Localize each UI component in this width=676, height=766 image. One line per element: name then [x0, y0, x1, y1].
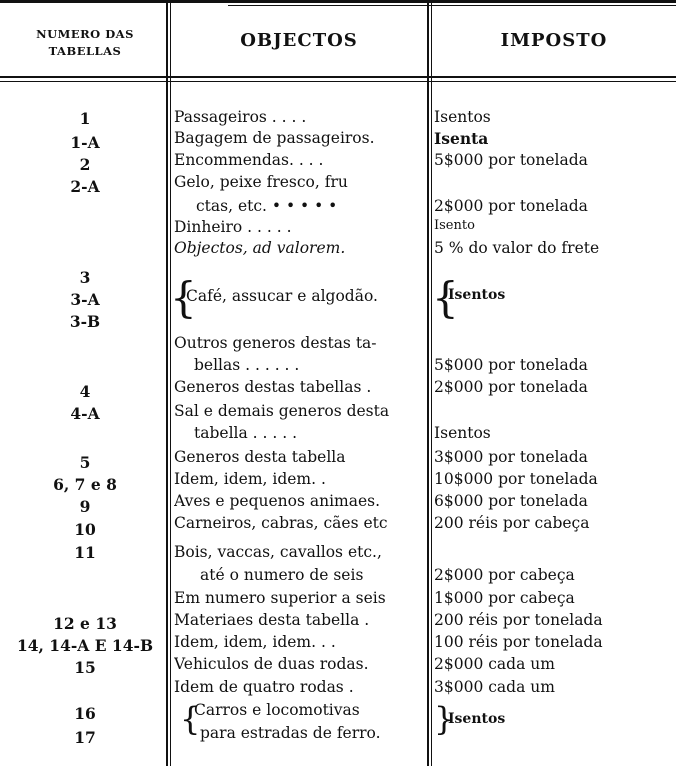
objecto-line: Aves e pequenos animaes.: [174, 492, 381, 510]
row-number: 3: [79, 268, 91, 287]
objecto-line: Encommendas. . . .: [174, 151, 324, 169]
objecto-line: Generos desta tabella: [174, 448, 346, 466]
header-bottom-rule: [0, 76, 676, 78]
objecto-line: Vehiculos de duas rodas.: [174, 655, 369, 673]
row-number: 4-A: [70, 404, 100, 423]
row-number: 1: [79, 109, 91, 128]
imposto-line: 2$000 cada um: [434, 655, 555, 673]
imposto-line: 5$000 por tonelada: [434, 356, 588, 374]
row-number: 2: [79, 155, 91, 174]
row-number: 3-A: [70, 290, 100, 309]
objecto-line: ctas, etc. • • • • •: [196, 197, 338, 215]
imposto-line: 2$000 por tonelada: [434, 197, 588, 215]
objecto-line: Generos destas tabellas .: [174, 378, 372, 396]
imposto-line: 2$000 por cabeça: [434, 566, 575, 584]
objecto-line: Bagagem de passageiros.: [174, 129, 375, 147]
row-number: 3-B: [69, 312, 101, 331]
row-number: 15: [74, 658, 96, 677]
row-number: 17: [74, 728, 96, 747]
imposto-line: Isento: [434, 218, 475, 233]
objecto-line: Em numero superior a seis: [174, 589, 386, 607]
objecto-line: Idem, idem, idem. . .: [174, 633, 336, 651]
imposto-line: 1$000 por cabeça: [434, 589, 575, 607]
left-brace: {: [170, 273, 197, 322]
row-number: 11: [74, 543, 96, 562]
objecto-line: Dinheiro . . . . .: [174, 218, 292, 236]
imposto-line: 3$000 cada um: [434, 678, 555, 696]
left-brace: {: [180, 700, 201, 738]
objecto-line: Objectos, ad valorem.: [174, 239, 346, 257]
objecto-line: Sal e demais generos desta: [174, 402, 390, 420]
header-bottom-rule-thin: [0, 81, 676, 82]
row-number: 4: [79, 382, 91, 401]
row-number: 12 e 13: [53, 614, 117, 633]
header-numero: NUMERO DAS TABELLAS: [36, 27, 134, 58]
objecto-line: Passageiros . . . .: [174, 108, 307, 126]
row-number: 14, 14-A E 14-B: [16, 636, 154, 655]
objecto-line: Bois, vaccas, cavallos etc.,: [174, 543, 382, 561]
objecto-line: Idem de quatro rodas .: [174, 678, 354, 696]
objecto-line: Carros e locomotivas: [194, 701, 360, 719]
imposto-line: 10$000 por tonelada: [434, 470, 598, 488]
header-imposto: IMPOSTO: [500, 30, 608, 51]
objecto-line: Materiaes desta tabella .: [174, 611, 370, 629]
row-number: 6, 7 e 8: [53, 475, 117, 494]
objecto-line: Carneiros, cabras, cães etc: [174, 514, 388, 532]
row-number: 2-A: [70, 177, 100, 196]
imposto-line: 100 réis por tonelada: [434, 633, 603, 651]
column-divider-1b: [170, 0, 171, 766]
imposto-line: 200 réis por cabeça: [434, 514, 590, 532]
imposto-line: Isenta: [434, 129, 489, 148]
imposto-line: 3$000 por tonelada: [434, 448, 588, 466]
objecto-line: Idem, idem, idem. .: [174, 470, 326, 488]
imposto-line: 5 % do valor do frete: [434, 239, 600, 257]
objecto-line: Café, assucar e algodão.: [186, 287, 378, 305]
imposto-line: 6$000 por tonelada: [434, 492, 588, 510]
top-rule-thin: [228, 5, 676, 6]
objecto-line: até o numero de seis: [200, 566, 364, 584]
imposto-line: Isentos: [434, 424, 491, 442]
row-number: 1-A: [70, 133, 100, 152]
row-number: 9: [79, 497, 91, 516]
objecto-line: para estradas de ferro.: [200, 724, 381, 742]
imposto-line: 2$000 por tonelada: [434, 378, 588, 396]
objecto-line: Gelo, peixe fresco, fru: [174, 173, 348, 191]
objecto-line: tabella . . . . .: [194, 424, 297, 442]
row-number: 10: [74, 520, 96, 539]
imposto-line: Isentos: [434, 108, 491, 126]
top-rule: [0, 0, 676, 3]
right-brace: }: [434, 700, 455, 738]
imposto-line: Isentos: [448, 711, 506, 727]
header-objectos: OBJECTOS: [240, 30, 358, 51]
imposto-line: 5$000 por tonelada: [434, 151, 588, 169]
row-number: 16: [74, 704, 96, 723]
imposto-line: Isentos: [448, 287, 506, 303]
right-brace: {: [432, 273, 459, 322]
objecto-line: bellas . . . . . .: [194, 356, 300, 374]
imposto-line: 200 réis por tonelada: [434, 611, 603, 629]
column-divider-2b: [431, 0, 432, 766]
row-number: 5: [79, 453, 91, 472]
objecto-line: Outros generos destas ta-: [174, 334, 377, 352]
